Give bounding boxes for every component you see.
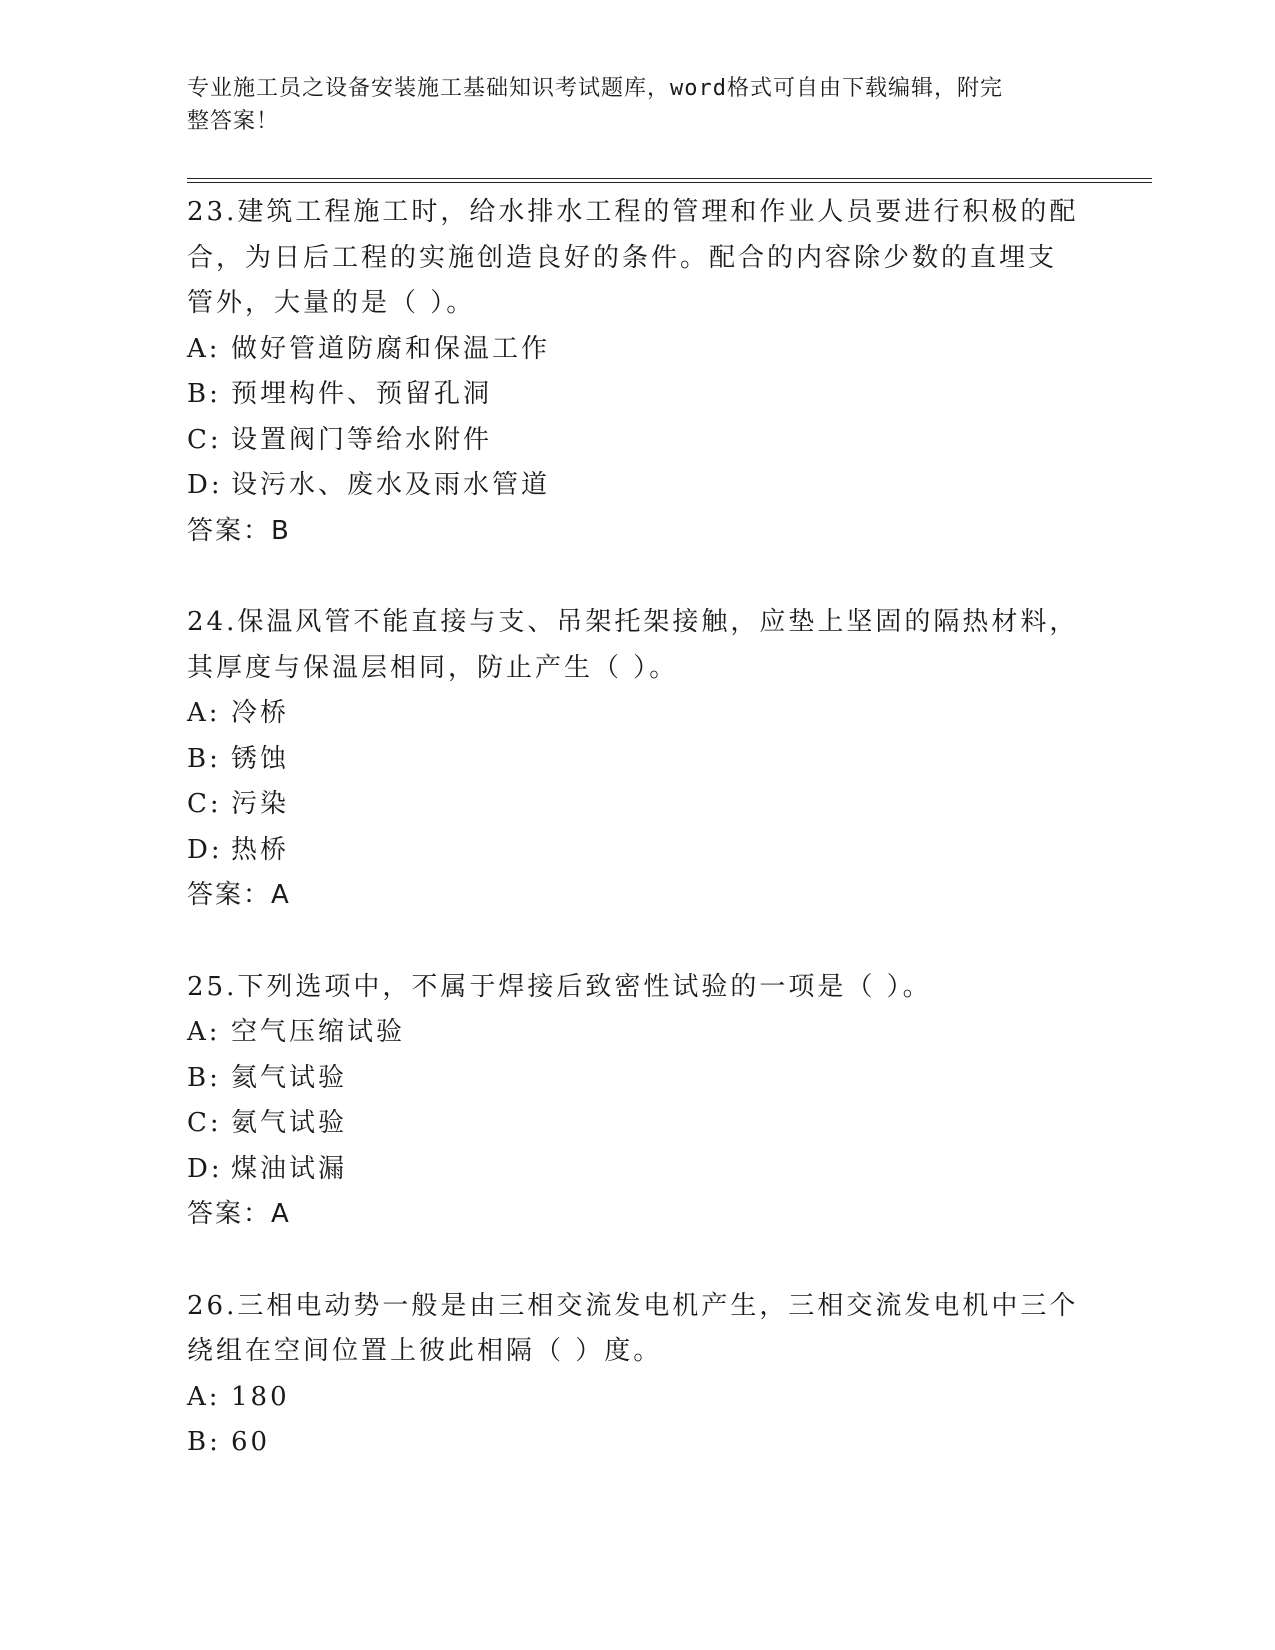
question-25: [187, 965, 1087, 1238]
document-header: [187, 72, 1087, 138]
question-number: 26.: [187, 1290, 238, 1321]
option-letter: A:: [187, 1381, 221, 1412]
question-26: [187, 1284, 1087, 1466]
option-letter: B:: [187, 1427, 221, 1457]
option-text: 冷桥: [231, 698, 290, 728]
option-letter: A:: [187, 333, 221, 364]
option-a: [187, 691, 1087, 737]
header-line-1: 专业施工员之设备安装施工基础知识考试题库，word格式可自由下载编辑，附完: [187, 76, 1003, 101]
answer: [187, 509, 1087, 555]
answer-value: A: [271, 1199, 291, 1229]
option-b: [187, 372, 1087, 418]
question-list: [187, 190, 1087, 1512]
question-number: 25.: [187, 971, 238, 1002]
option-text: 锈蚀: [231, 743, 290, 774]
option-c: [187, 418, 1087, 464]
option-b: [187, 1056, 1087, 1102]
option-text: 氦气试验: [231, 1062, 348, 1093]
answer-value: A: [271, 880, 291, 910]
option-text: 热桥: [231, 834, 290, 865]
question-line: 保温风管不能直接与支、吊架托架接触，应垫上坚固的隔热材料，: [237, 607, 1079, 637]
question-line: 合，为日后工程的实施创造良好的条件。配合的内容除少数的直埋支: [187, 242, 1058, 273]
option-letter: C:: [187, 1108, 222, 1138]
question-line: 下列选项中，不属于焊接后致密性试验的一项是（ ）。: [237, 971, 932, 1002]
header-double-rule: [187, 178, 1152, 183]
option-text: 做好管道防腐和保温工作: [231, 333, 551, 364]
question-line: 三相电动势一般是由三相交流发电机产生，三相交流发电机中三个: [237, 1290, 1079, 1321]
option-letter: C:: [187, 424, 222, 455]
option-d: [187, 828, 1087, 874]
question-text: [187, 1284, 1087, 1330]
option-letter: D:: [187, 834, 223, 865]
answer-label: 答案：: [187, 1199, 272, 1229]
answer-value: B: [271, 515, 291, 546]
option-text: 污染: [231, 789, 290, 819]
option-c: [187, 782, 1087, 828]
option-text: 预埋构件、预留孔洞: [231, 379, 493, 409]
answer-label: 答案：: [187, 515, 272, 546]
option-text: 60: [231, 1427, 271, 1457]
question-number: 23.: [187, 197, 238, 227]
option-text: 设置阀门等给水附件: [231, 424, 493, 455]
option-letter: A:: [187, 698, 221, 728]
option-a: [187, 1375, 1087, 1421]
option-d: [187, 1147, 1087, 1193]
answer-label: 答案：: [187, 880, 272, 910]
question-text: [187, 190, 1087, 236]
option-b: [187, 737, 1087, 783]
option-text: 氨气试验: [231, 1108, 348, 1138]
option-a: [187, 1010, 1087, 1056]
option-text: 煤油试漏: [231, 1153, 348, 1184]
option-c: [187, 1101, 1087, 1147]
option-letter: B:: [187, 379, 221, 409]
option-text: 180: [231, 1381, 290, 1412]
option-letter: D:: [187, 470, 223, 500]
answer: [187, 1192, 1087, 1238]
answer: [187, 873, 1087, 919]
option-letter: A:: [187, 1017, 221, 1047]
option-d: [187, 463, 1087, 509]
header-line-2: 整答案！: [187, 109, 280, 134]
option-letter: B:: [187, 743, 221, 774]
option-b: [187, 1420, 1087, 1466]
option-letter: C:: [187, 789, 222, 819]
question-line: 管外，大量的是（ ）。: [187, 288, 476, 318]
option-text: 空气压缩试验: [231, 1017, 406, 1047]
question-line: 绕组在空间位置上彼此相隔（ ）度。: [187, 1336, 663, 1366]
question-line: 其厚度与保温层相同，防止产生（ ）。: [187, 652, 679, 683]
question-text: [187, 965, 1087, 1011]
option-a: [187, 327, 1087, 373]
option-letter: B:: [187, 1062, 221, 1093]
option-letter: D:: [187, 1153, 223, 1184]
option-text: 设污水、废水及雨水管道: [231, 470, 551, 500]
question-text: [187, 600, 1087, 646]
question-number: 24.: [187, 607, 238, 637]
question-line: 建筑工程施工时，给水排水工程的管理和作业人员要进行积极的配: [237, 197, 1079, 227]
question-24: [187, 600, 1087, 919]
question-23: [187, 190, 1087, 554]
